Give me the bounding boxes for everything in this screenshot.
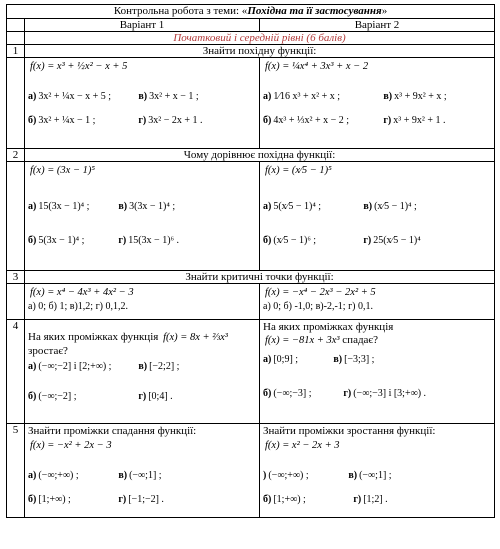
task-4-variant-2: На яких проміжках функція f(x) = −81x + 3x³ спадає? а) [0;9] ; в) [−3;3] ; б) (−∞;−3] ; г) (−∞;−3] і [3;+∞) . — [260, 320, 495, 424]
task-prompt: Знайти критичні точки функції: — [25, 271, 495, 284]
task-prompt: Знайти проміжки зростання функції: — [263, 425, 436, 437]
task-1-variant-1: f(x) = x³ + ½x² − x + 5 а) 3x² + ¼x − x + 5 ; в) 3x² + x − 1 ; б) 3x² + ¼x − 1 ; г) 3x² − 2x + 1 . — [25, 58, 260, 149]
task-1-variant-2: f(x) = ¼x⁴ + 3x³ + x − 2 а) 1⁄16 x³ + x² + x ; в) x³ + 9x² + x ; б) 4x³ + ⅓x² + x − 2 ; г) x³ + 9x² + 1 . — [260, 58, 495, 149]
function-formula: f(x) = x³ + ½x² − x + 5 — [30, 61, 128, 72]
task-prompt: Чому дорівнює похідна функції: — [25, 149, 495, 162]
variant-row — [7, 19, 495, 32]
test-title: Контрольна робота з теми: «Похідна та її застосування» — [7, 5, 495, 19]
function-formula: f(x) = −x⁴ − 2x³ − 2x² + 5 — [265, 287, 376, 298]
task-5-variant-1: Знайти проміжки спадання функції: f(x) = −x² + 2x − 3 а) (−∞;+∞) ; в) (−∞;1] ; б) [1;+∞) ; г) [−1;−2] . — [25, 424, 260, 518]
task-3-variant-1 — [25, 284, 260, 320]
task-number: 2 — [7, 149, 25, 162]
task-number: 1 — [7, 45, 25, 58]
function-formula: f(x) = (3x − 1)⁵ — [30, 165, 96, 176]
function-formula: f(x) = −x² + 2x − 3 — [30, 440, 112, 451]
task-1-answers — [7, 58, 495, 149]
task-prompt: Знайти похідну функції: — [25, 45, 495, 58]
question-text: зростає? — [28, 345, 68, 357]
task-number: 5 — [7, 424, 25, 518]
function-formula: f(x) = ¼x⁴ + 3x³ + x − 2 — [265, 61, 369, 72]
question-text: спадає? — [342, 334, 379, 346]
function-formula: f(x) = x² − 2x + 3 — [265, 440, 340, 451]
task-5-row — [7, 424, 495, 518]
task-number: 4 — [7, 320, 25, 424]
task-5-variant-2: Знайти проміжки зростання функції: f(x) = x² − 2x + 3 ) (−∞;+∞) ; в) (−∞;1] ; б) [1;+∞) ; г) [1;2] . — [260, 424, 495, 518]
question-text: На яких проміжках функція — [263, 321, 394, 333]
task-4-variant-1: На яких проміжках функція f(x) = 8x + ⅔x³ зростає? а) (−∞;−2] і [2;+∞) ; в) [−2;2] ; б) (−∞;−2] ; г) [0;4] . — [25, 320, 260, 424]
function-formula: f(x) = −81x + 3x³ — [265, 335, 340, 346]
variant-2-header: Варіант 2 — [260, 19, 495, 32]
task-number: 3 — [7, 271, 25, 284]
title-row — [7, 5, 495, 19]
answer-options: а) 0; б) -1,0; в)-2,-1; г) 0,1. — [263, 301, 373, 312]
task-2-variant-2: f(x) = (x⁄5 − 1)⁵ а) 5(x⁄5 − 1)⁴ ; в) (x⁄5 − 1)⁴ ; б) (x⁄5 − 1)⁶ ; г) 25(x⁄5 − 1)⁴ — [260, 162, 495, 271]
test-table — [6, 4, 495, 518]
function-formula: f(x) = (x⁄5 − 1)⁵ — [265, 165, 332, 176]
function-formula: f(x) = 8x + ⅔x³ — [163, 332, 228, 343]
task-3-variant-2 — [260, 284, 495, 320]
level-heading: Початковий і середній рівні (6 балів) — [25, 32, 495, 45]
function-formula: f(x) = x⁴ − 4x³ + 4x² − 3 — [30, 287, 134, 298]
task-2-variant-1: f(x) = (3x − 1)⁵ а) 15(3x − 1)⁴ ; в) 3(3x − 1)⁴ ; б) 5(3x − 1)⁴ ; г) 15(3x − 1)⁶ . — [25, 162, 260, 271]
task-prompt: Знайти проміжки спадання функції: — [28, 425, 197, 437]
task-2-answers — [7, 162, 495, 271]
question-text: На яких проміжках функція — [28, 331, 159, 343]
answer-options: а) 0; б) 1; в)1,2; г) 0,1,2. — [28, 301, 129, 312]
task-3-answers — [7, 284, 495, 320]
variant-1-header: Варіант 1 — [25, 19, 260, 32]
task-4-row — [7, 320, 495, 424]
